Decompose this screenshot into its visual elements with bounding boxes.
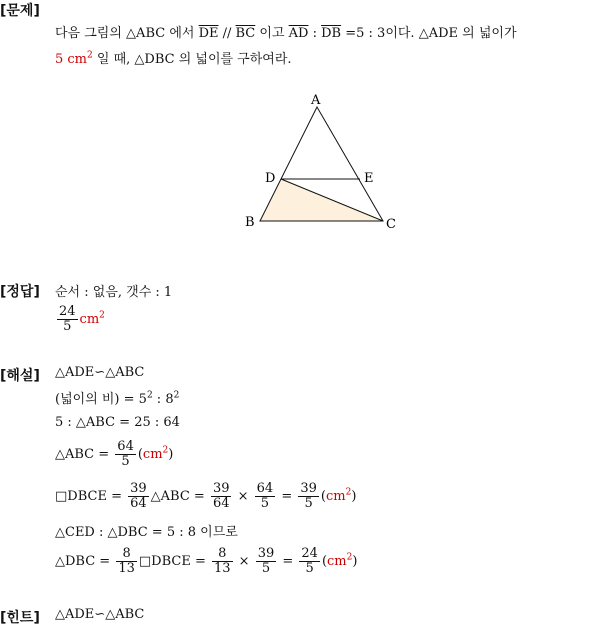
label-a: A bbox=[311, 93, 321, 108]
answer-fraction: $\frac{24}{5}$ bbox=[59, 304, 76, 334]
hint-label: [힌트] bbox=[0, 610, 40, 626]
hint-line-1: △ADE∽△ABC bbox=[55, 607, 145, 622]
solution-line-4: △ABC = $\frac{64}{5}$ $(cm^2)$ bbox=[55, 439, 174, 469]
solution-line-6: △CED : △DBC = 5 : 8 이므로 bbox=[55, 525, 238, 540]
answer-label: [정답] bbox=[0, 284, 40, 300]
fraction: $\frac{39}{5}$ bbox=[257, 546, 275, 576]
solution-line-5: □DBCE = $\frac{39}{64}$ △ABC = $\frac{39}{64}$ × $\frac{64}{5}$ = $\frac{39}{5}$ $(cm^2)$ bbox=[55, 481, 357, 511]
solution-line-1: △ADE∽△ABC bbox=[55, 365, 145, 380]
solution-line-7: △DBC = $\frac{8}{13}$ □DBCE = $\frac{8}{13}$ × $\frac{39}{5}$ = $\frac{24}{5}$ $(cm^2)$ bbox=[55, 546, 358, 576]
label-b: B bbox=[245, 215, 255, 230]
label-e: E bbox=[364, 171, 374, 186]
label-d: D bbox=[265, 171, 276, 186]
problem-line-1: 다음 그림의 △ABC 에서 $\overline{DE} // \overline{BC}$ 이고 $\overline{AD}$ : $\overline{DB} =5$ : 3이다. △ADE 의 넓이가 bbox=[55, 26, 517, 41]
solution-line-2: (넓이의 비) = $5^2$ : $8^2$ bbox=[55, 390, 180, 407]
triangle-figure bbox=[240, 88, 410, 238]
answer-value: $\frac{24}{5}$ $cm^2$ bbox=[59, 304, 105, 334]
fraction: $\frac{8}{13}$ bbox=[213, 546, 231, 576]
problem-label: [문제] bbox=[0, 3, 40, 19]
problem-line-2: 5 $cm^2$ 일 때, △DBC 의 넓이를 구하여라. bbox=[55, 50, 292, 67]
fraction: $\frac{8}{13}$ bbox=[118, 546, 135, 576]
fraction: $\frac{24}{5}$ bbox=[301, 546, 318, 576]
fraction: $\frac{64}{5}$ bbox=[117, 439, 134, 469]
fraction: $\frac{64}{5}$ bbox=[256, 481, 274, 511]
solution-label: [해설] bbox=[0, 368, 40, 384]
fraction: $\frac{39}{5}$ bbox=[300, 481, 317, 511]
answer-line-1: 순서 : 없음, 갯수 : 1 bbox=[55, 285, 173, 300]
label-c: C bbox=[386, 217, 396, 232]
fraction: $\frac{39}{64}$ bbox=[130, 481, 147, 511]
fraction: $\frac{39}{64}$ bbox=[212, 481, 230, 511]
solution-line-3: 5 : △ABC = 25 : 64 bbox=[55, 415, 180, 430]
